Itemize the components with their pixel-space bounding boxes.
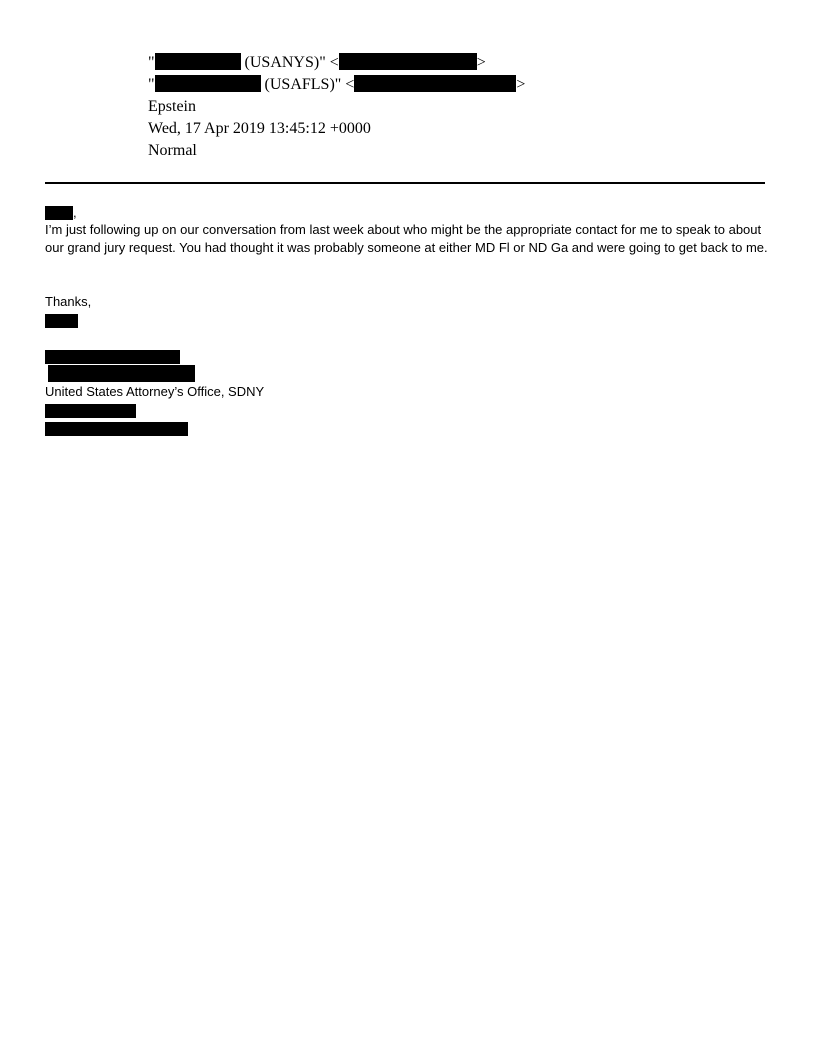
redaction-bar (45, 350, 180, 364)
redaction-bar (354, 75, 516, 92)
greeting-suffix: , (73, 205, 77, 220)
from-open-quote: " (148, 54, 155, 71)
to-value (148, 75, 525, 95)
importance-value: Normal (148, 142, 197, 159)
redaction-bar (155, 75, 261, 92)
closing: Thanks, (45, 294, 92, 309)
from-value (148, 53, 486, 73)
signature-office: United States Attorney’s Office, SDNY (45, 384, 265, 399)
redaction-bar (339, 53, 477, 70)
date-value: Wed, 17 Apr 2019 13:45:12 +0000 (148, 120, 371, 137)
to-org: (USAFLS)" < (264, 76, 355, 93)
redaction-bar (45, 404, 136, 418)
redaction-bar (45, 314, 78, 328)
to-open-quote: " (148, 76, 155, 93)
from-close: > (476, 54, 486, 71)
redaction-bar (155, 53, 241, 70)
to-close: > (516, 76, 526, 93)
redaction-bar (45, 422, 188, 436)
redaction-bar (45, 206, 73, 220)
redaction-bar (48, 365, 195, 382)
message-paragraph: I’m just following up on our conversation from last week about who might be the appropriate contact for me to speak to about our grand jury request. You had thought it was probably someone at either MD Fl or ND Ga and were going to get back to me. (45, 222, 768, 255)
subject-value: Epstein (148, 98, 196, 115)
header-divider (45, 182, 765, 184)
from-org: (USANYS)" < (244, 54, 339, 71)
